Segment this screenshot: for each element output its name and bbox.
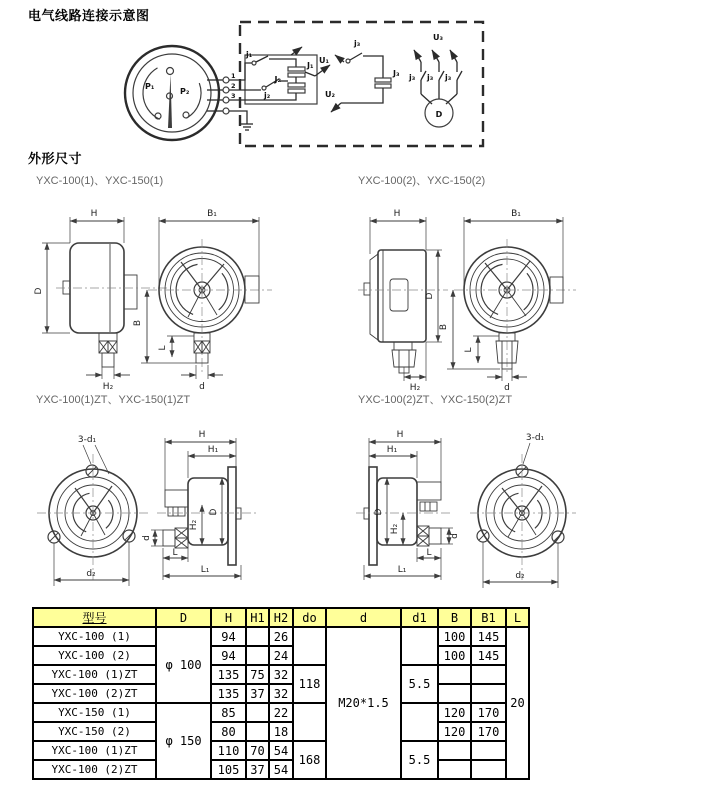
- do-cell: [293, 627, 326, 665]
- do-cell: [293, 703, 326, 741]
- dim-d: d: [450, 533, 460, 539]
- dim-L: L: [426, 548, 432, 558]
- j2-switch-label: j₂: [264, 91, 271, 100]
- model-cell: YXC-100 (2)ZT: [33, 684, 156, 703]
- model-cell: YXC-100 (1)ZT: [33, 741, 156, 760]
- dim-B1: B₁: [511, 209, 521, 219]
- dim-d: d: [199, 382, 205, 392]
- B-cell: 120: [438, 703, 471, 722]
- dim-H1: H₁: [386, 445, 398, 455]
- do-cell: 168: [293, 741, 326, 779]
- u3-label: U₃: [433, 33, 443, 42]
- header-d1: d1: [401, 608, 438, 627]
- mounting-holes-label: 3-d₁: [525, 433, 545, 443]
- front-view: [470, 433, 576, 588]
- motor-branch: [408, 33, 462, 127]
- D-cell-100: φ 100: [156, 627, 211, 703]
- front-view: [133, 209, 272, 392]
- H1-cell: [246, 722, 269, 741]
- dim-D: D: [34, 287, 44, 295]
- D-cell-150: φ 150: [156, 703, 211, 779]
- drawing-yxc100-2: [330, 197, 580, 393]
- front-view: [37, 435, 151, 586]
- table-row: [33, 646, 529, 665]
- dim-d2: d₂: [515, 571, 525, 581]
- relay-j2-label: J₂: [274, 75, 281, 84]
- terminal-2-label: 2: [231, 82, 236, 90]
- header-B: B: [438, 608, 471, 627]
- H-cell: 105: [211, 760, 246, 779]
- H-cell: 135: [211, 684, 246, 703]
- dim-D: D: [374, 508, 384, 516]
- header-D: D: [156, 608, 211, 627]
- dim-H: H: [396, 430, 404, 440]
- j3-contact-c-label: j₃: [445, 73, 452, 82]
- d1-cell: [401, 703, 438, 741]
- B-cell: 100: [438, 646, 471, 665]
- relay-j3-label: J₃: [393, 69, 400, 78]
- B-cell: [438, 665, 471, 684]
- do-cell: 118: [293, 665, 326, 703]
- j3-relay-branch: [325, 39, 400, 112]
- table-row: [33, 741, 529, 760]
- H2-cell: 24: [269, 646, 293, 665]
- header-H1: H1: [246, 608, 269, 627]
- B1-cell: [471, 665, 506, 684]
- B-cell: [438, 760, 471, 779]
- header-H: H: [211, 608, 246, 627]
- H2-cell: 54: [269, 760, 293, 779]
- circuit-diagram: [95, 16, 495, 158]
- d-cell-thread: M20*1.5: [326, 627, 401, 779]
- dim-d2: d₂: [86, 569, 96, 579]
- circuit-section-title: 电气线路连接示意图: [28, 8, 150, 23]
- dim-H2: H₂: [390, 523, 400, 535]
- dim-H2: H₂: [189, 519, 199, 531]
- H2-cell: 32: [269, 665, 293, 684]
- model-cell: YXC-100 (2)ZT: [33, 760, 156, 779]
- L-cell: 20: [506, 627, 529, 779]
- H2-cell: 22: [269, 703, 293, 722]
- B-cell: [438, 684, 471, 703]
- model-cell: YXC-150 (1): [33, 703, 156, 722]
- header-model: 型号: [33, 608, 156, 627]
- H-cell: 135: [211, 665, 246, 684]
- dim-L1: L₁: [200, 565, 210, 575]
- dim-D: D: [425, 292, 435, 300]
- header-H2: H2: [269, 608, 293, 627]
- drawing-label-row1-left: YXC-100(1)、YXC-150(1): [36, 175, 164, 187]
- H1-cell: 75: [246, 665, 269, 684]
- B1-cell: [471, 684, 506, 703]
- dim-L: L: [158, 345, 168, 351]
- front-view: [439, 209, 576, 393]
- drawing-label-row2-right: YXC-100(2)ZT、YXC-150(2)ZT: [358, 394, 513, 406]
- H2-cell: 54: [269, 741, 293, 760]
- dim-B: B: [133, 319, 143, 327]
- H2-cell: 18: [269, 722, 293, 741]
- dim-H2: H₂: [409, 383, 421, 393]
- drawing-yxc100-2zt: [330, 418, 580, 608]
- H1-cell: [246, 646, 269, 665]
- header-do: do: [293, 608, 326, 627]
- j3-contact-a-label: j₃: [409, 73, 416, 82]
- dim-H2: H₂: [102, 382, 114, 392]
- dim-L: L: [464, 347, 474, 353]
- mounting-holes-label: 3-d₁: [77, 435, 97, 445]
- model-cell: YXC-100 (1)ZT: [33, 665, 156, 684]
- gauge-needle: [168, 74, 172, 128]
- model-cell: YXC-150 (2): [33, 722, 156, 741]
- table-row: [33, 722, 529, 741]
- u1-label: U₁: [319, 56, 329, 65]
- H-cell: 94: [211, 646, 246, 665]
- H-cell: 94: [211, 627, 246, 646]
- drawing-yxc100-1: [28, 197, 278, 393]
- dim-d: d: [504, 383, 510, 393]
- dim-H: H: [90, 209, 98, 219]
- u2-label: U₂: [325, 90, 335, 99]
- side-view: [358, 209, 448, 393]
- B1-cell: 170: [471, 722, 506, 741]
- header-B1: B1: [471, 608, 506, 627]
- H1-cell: 37: [246, 760, 269, 779]
- drawing-label-row2-left: YXC-100(1)ZT、YXC-150(1)ZT: [36, 394, 191, 406]
- H-cell: 85: [211, 703, 246, 722]
- model-cell: YXC-100 (1): [33, 627, 156, 646]
- dashed-enclosure: [240, 22, 483, 146]
- d1-cell: 5.5: [401, 741, 438, 779]
- H1-cell: [246, 703, 269, 722]
- j1-switch-label: j₁: [246, 50, 253, 59]
- header-d: d: [326, 608, 401, 627]
- B-cell: 120: [438, 722, 471, 741]
- side-view: [356, 430, 460, 580]
- B-cell: 100: [438, 627, 471, 646]
- motor-label: D: [435, 110, 443, 119]
- B1-cell: [471, 741, 506, 760]
- dim-B: B: [439, 323, 449, 331]
- H1-cell: 37: [246, 684, 269, 703]
- H2-cell: 26: [269, 627, 293, 646]
- dim-H: H: [198, 430, 206, 440]
- table-row: [33, 760, 529, 779]
- d1-cell: 5.5: [401, 665, 438, 703]
- table-header-row: [33, 608, 529, 627]
- dim-d: d: [142, 535, 152, 541]
- terminal-1-label: 1: [231, 72, 236, 80]
- drawing-yxc100-1zt: [25, 418, 275, 608]
- table-row: [33, 703, 529, 722]
- table-row: [33, 627, 529, 646]
- dim-L: L: [172, 548, 178, 558]
- side-view: [142, 430, 257, 580]
- dim-H1: H₁: [207, 445, 219, 455]
- header-L: L: [506, 608, 529, 627]
- H2-cell: 32: [269, 684, 293, 703]
- table-row: [33, 665, 529, 684]
- H1-cell: [246, 627, 269, 646]
- dimensions-section-title: 外形尺寸: [28, 151, 83, 166]
- j3-switch-label: j₃: [354, 39, 361, 48]
- relay-circuit: [229, 47, 330, 104]
- dim-B1: B₁: [207, 209, 217, 219]
- side-view: [34, 209, 168, 392]
- relay-j1-label: J₁: [307, 61, 314, 70]
- drawing-label-row1-right: YXC-100(2)、YXC-150(2): [358, 175, 486, 187]
- p1-label: P₁: [145, 82, 155, 91]
- terminal-3-label: 3: [231, 92, 236, 100]
- H-cell: 110: [211, 741, 246, 760]
- model-cell: YXC-100 (2): [33, 646, 156, 665]
- B1-cell: 145: [471, 627, 506, 646]
- j3-contact-b-label: j₃: [427, 73, 434, 82]
- B1-cell: 170: [471, 703, 506, 722]
- d1-cell: [401, 627, 438, 665]
- dim-H: H: [393, 209, 401, 219]
- B1-cell: [471, 760, 506, 779]
- gauge-symbol: [125, 46, 219, 140]
- dim-D: D: [209, 508, 219, 516]
- H-cell: 80: [211, 722, 246, 741]
- H1-cell: 70: [246, 741, 269, 760]
- B-cell: [438, 741, 471, 760]
- table-row: [33, 684, 529, 703]
- p2-label: P₂: [180, 87, 190, 96]
- B1-cell: 145: [471, 646, 506, 665]
- dim-L1: L₁: [397, 565, 407, 575]
- dimension-table: [32, 607, 530, 780]
